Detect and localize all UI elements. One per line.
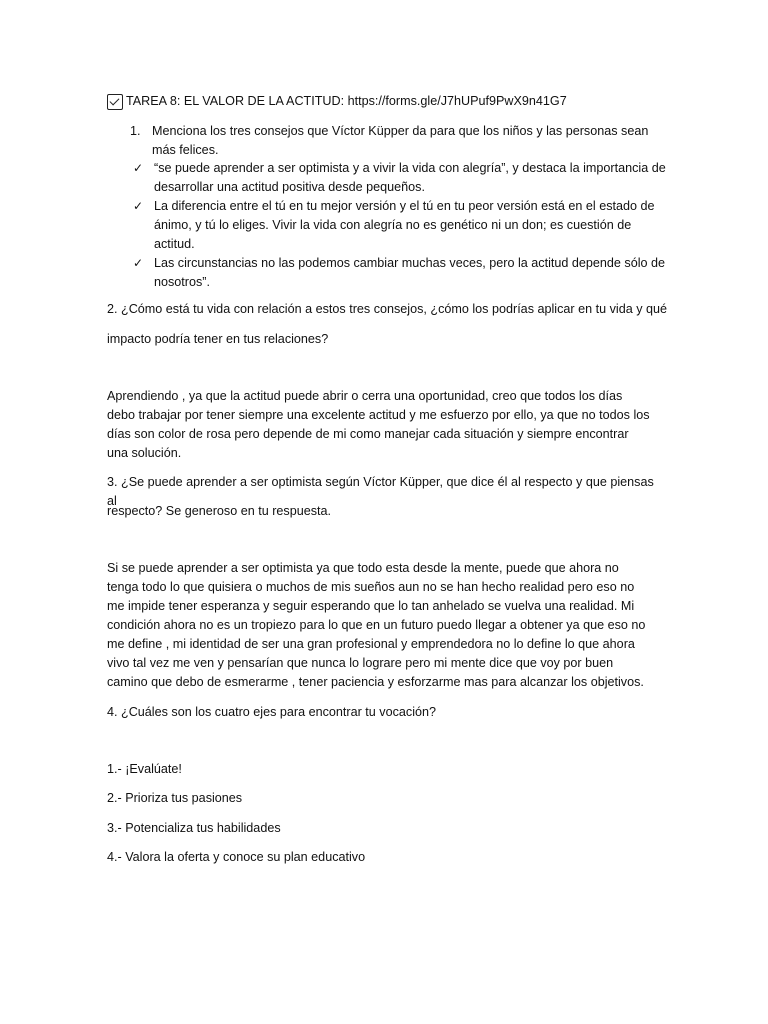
list-item (133, 159, 668, 197)
question-1 (130, 122, 650, 160)
vocation-item-2: 2.- Prioriza tus pasiones (107, 791, 243, 805)
vocation-item-4: 4.- Valora la oferta y conoce su plan educativo (107, 850, 366, 864)
answer-text: “se puede aprender a ser optimista y a vivir la vida con alegría”, y destaca la importancia de desarrollar una actitud positiva desde pequeños. (154, 161, 666, 194)
question-3-line-2: respecto? Se generoso en tu respuesta. (107, 504, 332, 518)
vocation-item-3: 3.- Potencializa tus habilidades (107, 821, 281, 835)
question-1-answers (133, 159, 668, 292)
question-3-answer: Si se puede aprender a ser optimista ya que todo esta desde la mente, puede que ahora no tenga todo lo que quisiera o muchos de mis sueños aun no se han hecho realidad pero eso no me impide tener esperanza y seguir esperando que lo tan anhelado se vuelva una realidad. Mi condición ahora no es un tropiezo para lo que en un futuro puedo llegar a obtener ya que eso no me define , mi identidad de ser una gran profesional y emprendedora no lo define lo que ahora vivo tal vez me ven y pensarían que nunca lo lograre pero mi mente dice que voy por buen camino que debo de esmerarme , tener paciencia y esforzarme mas para alcanzar los objetivos. (107, 561, 646, 689)
question-1-number: 1. (130, 124, 141, 138)
question-1-text: Menciona los tres consejos que Víctor Küpper da para que los niños y las personas sean más felices. (152, 124, 649, 157)
question-4: 4. ¿Cuáles son los cuatro ejes para encontrar tu vocación? (107, 705, 437, 719)
vocation-item-1: 1.- ¡Evalúate! (107, 762, 182, 776)
checkmark-icon: ✓ (133, 256, 144, 270)
checkmark-icon: ✓ (133, 199, 144, 213)
document-title (107, 92, 567, 111)
answer-text: La diferencia entre el tú en tu mejor versión y el tú en tu peor versión está en el estado de ánimo, y tú lo eliges. Vivir la vida con alegría no es genético ni un don; es cuestión de actitud. (154, 199, 655, 251)
question-2-line-2: impacto podría tener en tus relaciones? (107, 332, 329, 346)
checkmark-icon: ✓ (133, 161, 144, 175)
question-3-line-1: 3. ¿Se puede aprender a ser optimista según Víctor Küpper, que dice él al respecto y que piensas al (107, 475, 654, 508)
title-text: TAREA 8: EL VALOR DE LA ACTITUD: https://forms.gle/J7hUPuf9PwX9n41G7 (126, 94, 567, 108)
answer-text: Las circunstancias no las podemos cambiar muchas veces, pero la actitud depende sólo de nosotros”. (154, 256, 666, 289)
checkbox-icon (107, 94, 123, 110)
question-2-answer: Aprendiendo , ya que la actitud puede abrir o cerra una oportunidad, creo que todos los días debo trabajar por tener siempre una excelente actitud y me esfuerzo por ello, ya que no todos los días son color de rosa pero depende de mi como manejar cada situación y siempre encontrar una solución. (107, 389, 650, 460)
list-item (133, 197, 668, 254)
list-item (133, 254, 668, 292)
question-2-line-1: 2. ¿Cómo está tu vida con relación a estos tres consejos, ¿cómo los podrías aplicar en tu vida y qué (107, 302, 668, 316)
